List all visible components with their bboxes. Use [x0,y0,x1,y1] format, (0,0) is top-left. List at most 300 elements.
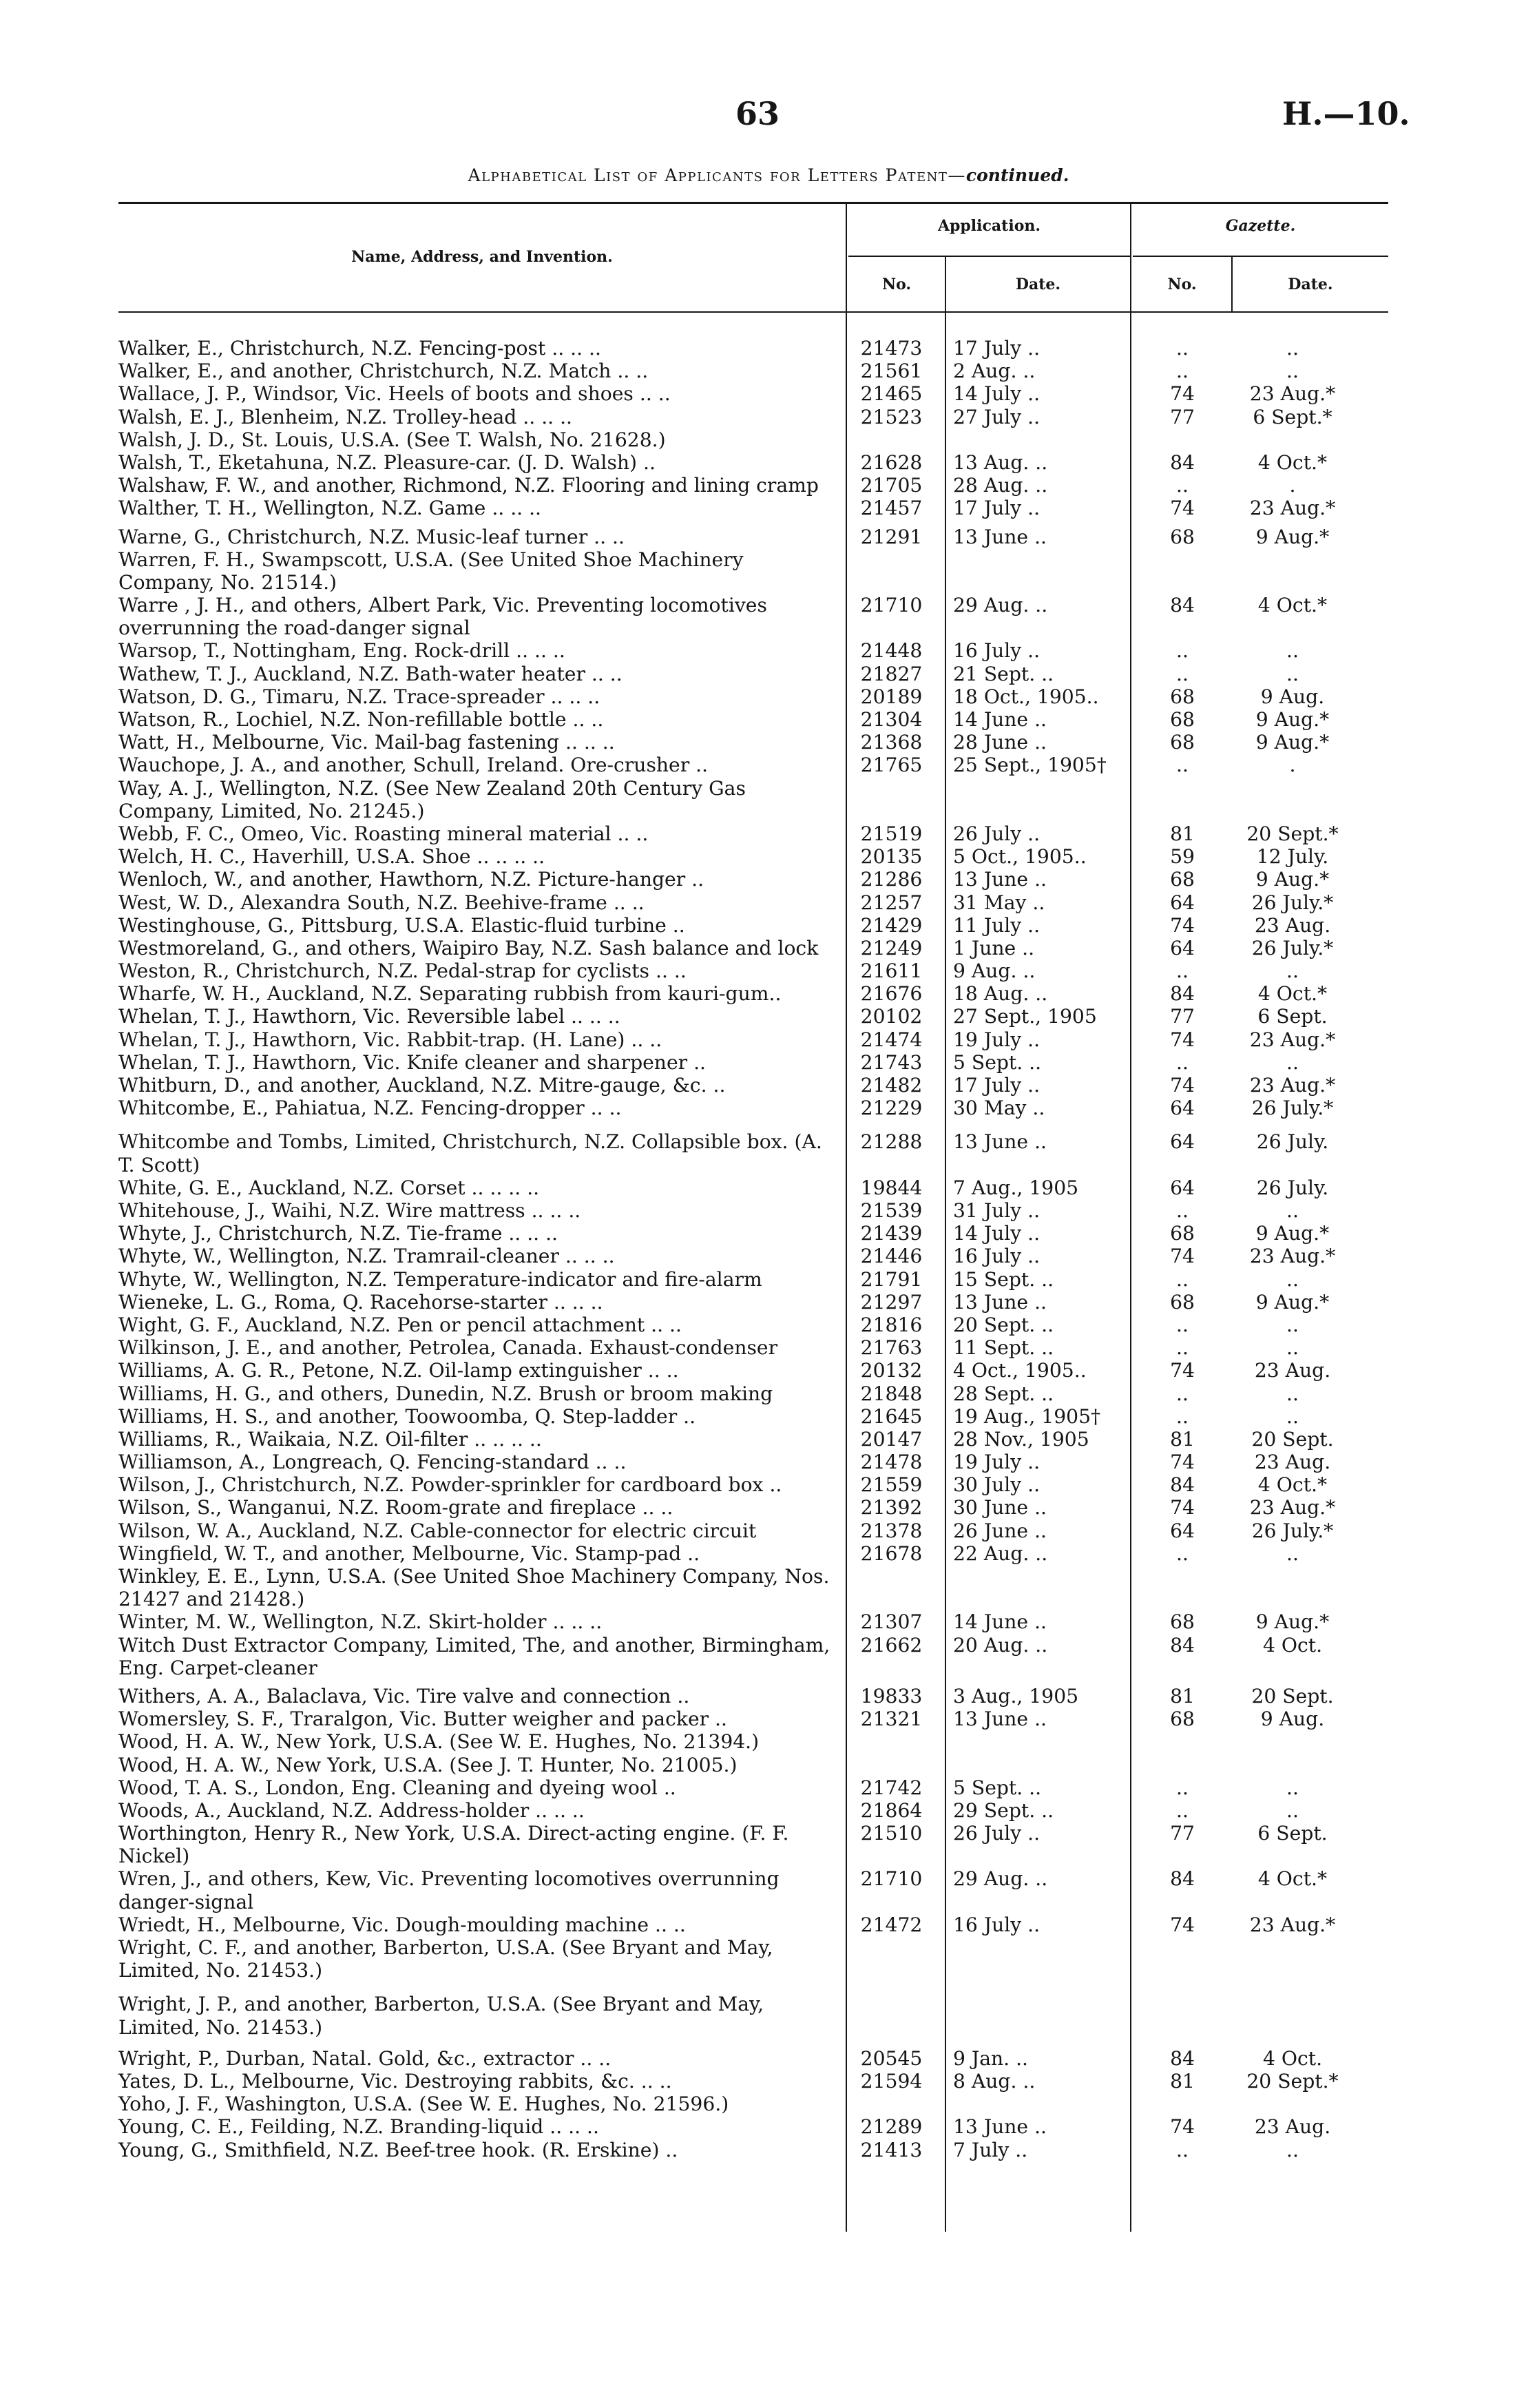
applicant-name: Young, C. E., Feilding, N.Z. Branding-liquid .. .. .. [118,2115,599,2139]
application-number: 21519 [860,822,923,845]
gazette-number: 81 [1170,1684,1195,1708]
application-number: 21286 [860,868,923,891]
header-bottom-rule [118,311,1388,313]
applicant-name: Whelan, T. J., Hawthorn, Vic. Rabbit-trap. (H. Lane) .. .. [118,1028,662,1051]
application-date: 31 May .. [953,891,1045,914]
application-date: 14 June .. [953,708,1047,731]
application-date: 28 Sept. .. [953,1382,1054,1405]
gazette-date: 23 Aug. [1254,2115,1331,2139]
table-row [0,1405,1537,1428]
gazette-number: 84 [1170,1633,1195,1657]
applicant-name: Young, G., Smithfield, N.Z. Beef-tree hook. (R. Erskine) .. [118,2138,678,2161]
table-row [0,1754,1537,1776]
table-row [0,1519,1537,1542]
gazette-date: 12 July. [1256,845,1329,869]
gazette-date: 9 Aug.* [1255,1222,1330,1245]
application-date: 13 June .. [953,1708,1047,1731]
gazette-date: .. [1286,1267,1299,1291]
application-number: 21645 [860,1404,923,1428]
gazette-date: 9 Aug. [1260,685,1325,708]
gazette-number: 68 [1170,1222,1195,1245]
applicant-name: Wilson, J., Christchurch, N.Z. Powder-sprinkler for cardboard box .. [118,1473,782,1497]
applicant-name: Wight, G. F., Auckland, N.Z. Pen or pencil attachment .. .. [118,1313,682,1336]
application-number: 21676 [860,982,923,1006]
gazette-date: 23 Aug.* [1249,382,1336,406]
table-row [0,2047,1537,2070]
gazette-date: 6 Sept. [1257,1822,1328,1845]
applicant-name: Williams, H. S., and another, Toowoomba, Q. Step-ladder .. [118,1404,696,1428]
table-row [0,845,1537,868]
application-date: 17 July .. [953,337,1041,360]
table-row [0,1176,1537,1199]
gazette-date: 9 Aug.* [1255,1610,1330,1634]
applicant-name: Walker, E., Christchurch, N.Z. Fencing-post .. .. .. [118,337,601,360]
application-number: 21763 [860,1336,923,1360]
application-number: 21482 [860,1074,923,1097]
header-top-rule [118,202,1388,204]
application-number: 21510 [860,1822,923,1845]
applicant-name: Walsh, J. D., St. Louis, U.S.A. (See T. Walsh, No. 21628.) [118,428,666,451]
application-date: 11 July .. [953,913,1041,937]
table-row [0,982,1537,1005]
gazette-date: 20 Sept.* [1246,822,1339,845]
application-date: 13 June .. [953,868,1047,891]
application-number: 21678 [860,1542,923,1565]
application-number: 21446 [860,1245,923,1268]
application-number: 21864 [860,1798,923,1822]
gazette-number: 81 [1170,822,1195,845]
application-number: 21472 [860,1913,923,1936]
application-date: 14 June .. [953,1610,1047,1634]
applicant-name: Whyte, W., Wellington, N.Z. Temperature-indicator and fire-alarm [118,1267,762,1291]
gazette-date: 23 Aug.* [1249,1913,1336,1936]
table-row [0,1473,1537,1496]
applicant-name: Witch Dust Extractor Company, Limited, The, and another, Birmingham, Eng. Carpet-cleaner [118,1633,830,1679]
application-date: 31 July .. [953,1199,1041,1222]
table-row [0,1799,1537,1822]
application-date: 14 July .. [953,382,1041,406]
application-number: 20132 [860,1359,923,1382]
gazette-number: .. [1176,1336,1189,1360]
application-date: 26 July .. [953,822,1041,845]
applicant-name: Watson, D. G., Timaru, N.Z. Trace-spreader .. .. .. [118,685,600,708]
gazette-number: .. [1176,2138,1189,2161]
applicant-name: Walsh, T., Eketahuna, N.Z. Pleasure-car. (J. D. Walsh) .. [118,450,656,474]
applicant-name: Watson, R., Lochiel, N.Z. Non-refillable bottle .. .. [118,708,604,731]
applicant-name: Wingfield, W. T., and another, Melbourne, Vic. Stamp-pad .. [118,1542,700,1565]
table-row [0,754,1537,776]
application-number: 21439 [860,1222,923,1245]
gazette-date: 6 Sept.* [1253,405,1332,428]
gazette-number: .. [1176,360,1189,383]
gazette-date: 9 Aug.* [1255,708,1330,731]
applicant-rows [0,337,1537,2161]
application-number: 21765 [860,754,923,777]
gazette-number: 74 [1170,1496,1195,1519]
gazette-date: 26 July.* [1251,891,1334,914]
application-date: 3 Aug., 1905 [953,1684,1079,1708]
application-number: 21478 [860,1451,923,1474]
application-number: 21474 [860,1028,923,1051]
application-number: 21288 [860,1130,923,1154]
gazette-number: 74 [1170,1245,1195,1268]
gazette-number: 74 [1170,1028,1195,1051]
application-number: 21304 [860,708,923,731]
application-date: 1 June .. [953,936,1035,959]
table-row [0,1936,1537,1982]
application-date: 19 July .. [953,1451,1041,1474]
table-row [0,451,1537,474]
applicant-name: Wren, J., and others, Kew, Vic. Preventing locomotives overrunning danger-signal [118,1867,780,1913]
applicant-name: Wieneke, L. G., Roma, Q. Racehorse-starter .. .. .. [118,1290,603,1314]
gazette-date: 4 Oct.* [1257,982,1328,1006]
application-date: 13 June .. [953,1290,1047,1314]
applicant-name: Wenloch, W., and another, Hawthorn, N.Z. Picture-hanger .. [118,868,704,891]
applicant-name: Wilkinson, J. E., and another, Petrolea, Canada. Exhaust-condenser [118,1336,778,1360]
header-application: Application. [937,217,1041,235]
title-continued: continued. [965,165,1069,185]
application-number: 21594 [860,2070,923,2093]
application-number: 21229 [860,1097,923,1120]
table-row [0,382,1537,405]
application-number: 21413 [860,2138,923,2161]
applicant-name: Warren, F. H., Swampscott, U.S.A. (See United Shoe Machinery Company, No. 21514.) [118,548,744,594]
table-row [0,1708,1537,1730]
application-number: 21816 [860,1313,923,1336]
gazette-number: 68 [1170,708,1195,731]
application-date: 19 Aug., 1905† [953,1404,1101,1428]
applicant-name: Webb, F. C., Omeo, Vic. Roasting mineral material .. .. [118,822,649,845]
application-date: 2 Aug. .. [953,360,1036,383]
application-number: 21257 [860,891,923,914]
gazette-under-rule [1133,256,1388,257]
applicant-name: Wilson, S., Wanganui, N.Z. Room-grate and fireplace .. .. [118,1496,673,1519]
application-number: 21457 [860,497,923,520]
gazette-number: 68 [1170,1708,1195,1731]
application-number: 21465 [860,382,923,406]
application-number: 21743 [860,1050,923,1074]
gazette-number: .. [1176,1382,1189,1405]
application-date: 27 July .. [953,405,1041,428]
gazette-number: .. [1176,1542,1189,1565]
header-gazette-date: Date. [1288,276,1333,293]
gazette-date: .. [1286,959,1299,983]
gazette-date: 4 Oct.* [1257,1473,1328,1497]
table-row [0,2093,1537,2115]
gazette-date: .. [1286,1798,1299,1822]
application-date: 26 June .. [953,1519,1047,1542]
gazette-date: 26 July. [1256,1130,1329,1154]
application-number: 21307 [860,1610,923,1634]
table-row [0,1130,1537,1176]
gazette-date: .. [1286,1404,1299,1428]
gazette-number: .. [1176,1776,1189,1799]
table-row [0,337,1537,360]
applicant-name: Winkley, E. E., Lynn, U.S.A. (See United Shoe Machinery Company, Nos. 21427 and 21428.) [118,1565,830,1611]
gazette-date: . [1289,474,1296,497]
application-number: 21429 [860,913,923,937]
gazette-date: 23 Aug.* [1249,497,1336,520]
applicant-name: Way, A. J., Wellington, N.Z. (See New Zealand 20th Century Gas Company, Limited, No. 21245.) [118,776,746,822]
application-date: 13 June .. [953,2115,1047,2139]
applicant-name: Wharfe, W. H., Auckland, N.Z. Separating rubbish from kauri-gum.. [118,982,782,1006]
table-row [0,1336,1537,1359]
application-date: 17 July .. [953,1074,1041,1097]
applicant-name: White, G. E., Auckland, N.Z. Corset .. .. .. .. [118,1176,540,1199]
application-date: 7 July .. [953,2138,1028,2161]
application-date: 25 Sept., 1905† [953,754,1107,777]
table-row [0,1730,1537,1753]
applicant-name: Walshaw, F. W., and another, Richmond, N.Z. Flooring and lining cramp [118,474,819,497]
gazette-number: .. [1176,662,1189,685]
gazette-number: 64 [1170,936,1195,959]
table-row [0,1005,1537,1028]
table-row [0,1314,1537,1336]
applicant-name: Woods, A., Auckland, N.Z. Address-holder .. .. .. [118,1798,585,1822]
application-date: 16 July .. [953,1245,1041,1268]
gazette-number: 68 [1170,868,1195,891]
application-date: 28 June .. [953,731,1047,754]
title-main: Alphabetical List of Applicants for Letters Patent— [468,165,966,185]
application-date: 29 Aug. .. [953,1867,1048,1891]
application-date: 13 Aug. .. [953,450,1048,474]
gazette-number: .. [1176,1404,1189,1428]
gazette-number: 64 [1170,1097,1195,1120]
gazette-number: .. [1176,1798,1189,1822]
table-row [0,2115,1537,2138]
applicant-name: Williamson, A., Longreach, Q. Fencing-standard .. .. [118,1451,627,1474]
gazette-number: .. [1176,754,1189,777]
table-row [0,1382,1537,1405]
application-number: 21742 [860,1776,923,1799]
applicant-name: West, W. D., Alexandra South, N.Z. Beehive-frame .. .. [118,891,645,914]
gazette-date: 20 Sept.* [1246,2070,1339,2093]
application-date: 21 Sept. .. [953,662,1054,685]
application-date: 29 Sept. .. [953,1798,1054,1822]
gazette-number: 64 [1170,1176,1195,1199]
application-number: 21321 [860,1708,923,1731]
applicant-name: Withers, A. A., Balaclava, Vic. Tire valve and connection .. [118,1684,690,1708]
applicant-name: Walsh, E. J., Blenheim, N.Z. Trolley-head .. .. .. [118,405,572,428]
applicant-name: Wilson, W. A., Auckland, N.Z. Cable-connector for electric circuit [118,1519,757,1542]
applicant-name: Wood, H. A. W., New York, U.S.A. (See W. E. Hughes, No. 21394.) [118,1730,760,1754]
gazette-number: 74 [1170,1359,1195,1382]
applicant-name: Welch, H. C., Haverhill, U.S.A. Shoe .. .. .. .. [118,845,545,869]
applicant-name: Weston, R., Christchurch, N.Z. Pedal-strap for cyclists .. .. [118,959,687,983]
gazette-number: 84 [1170,982,1195,1006]
table-row [0,1028,1537,1051]
gazette-number: 68 [1170,731,1195,754]
application-number: 20135 [860,845,923,869]
gazette-date: .. [1286,1336,1299,1360]
gazette-date: .. [1286,1542,1299,1565]
gazette-number: .. [1176,1313,1189,1336]
applicant-name: Walker, E., and another, Christchurch, N.Z. Match .. .. [118,360,649,383]
application-number: 19844 [860,1176,923,1199]
application-number: 21791 [860,1267,923,1291]
series-code: H.—10. [1282,95,1410,132]
gazette-date: 9 Aug.* [1255,1290,1330,1314]
table-row [0,1451,1537,1473]
table-row [0,1913,1537,1936]
applicant-name: Whitehouse, J., Waihi, N.Z. Wire mattress .. .. .. [118,1199,581,1222]
gazette-date: 26 July. [1256,1176,1329,1199]
table-row [0,639,1537,662]
gazette-number: .. [1176,337,1189,360]
gazette-date: .. [1286,2138,1299,2161]
gazette-date: 20 Sept. [1251,1684,1334,1708]
gazette-date: 9 Aug.* [1255,731,1330,754]
application-date: 8 Aug. .. [953,2070,1036,2093]
applicant-name: Wriedt, H., Melbourne, Vic. Dough-moulding machine .. .. [118,1913,686,1936]
application-number: 21378 [860,1519,923,1542]
gazette-date: 9 Aug. [1260,1708,1325,1731]
application-number: 21559 [860,1473,923,1497]
table-row [0,1634,1537,1679]
table-row [0,548,1537,594]
gazette-date: .. [1286,662,1299,685]
application-number: 21291 [860,525,923,548]
applicant-name: Wright, J. P., and another, Barberton, U.S.A. (See Bryant and May, Limited, No. 21453.) [118,1993,764,2039]
application-date: 5 Sept. .. [953,1776,1042,1799]
gazette-date: 4 Oct.* [1257,450,1328,474]
applicant-name: Williams, R., Waikaia, N.Z. Oil-filter .. .. .. .. [118,1427,542,1451]
applicant-name: Yates, D. L., Melbourne, Vic. Destroying rabbits, &c. .. .. [118,2070,672,2093]
table-row [0,1199,1537,1222]
table-row [0,891,1537,914]
gazette-number: 74 [1170,382,1195,406]
application-date: 30 May .. [953,1097,1045,1120]
application-number: 20189 [860,685,923,708]
applicant-name: Wood, T. A. S., London, Eng. Cleaning and dyeing wool .. [118,1776,676,1799]
gazette-number: 68 [1170,685,1195,708]
gazette-date: 4 Oct.* [1257,1867,1328,1891]
application-date: 9 Aug. .. [953,959,1036,983]
gazette-date: .. [1286,1776,1299,1799]
gazette-date: 23 Aug.* [1249,1496,1336,1519]
applicant-name: Winter, M. W., Wellington, N.Z. Skirt-holder .. .. .. [118,1610,603,1634]
application-number: 21289 [860,2115,923,2139]
applicant-name: Wright, C. F., and another, Barberton, U.S.A. (See Bryant and May, Limited, No. 21453.) [118,1936,773,1982]
applicant-name: Wallace, J. P., Windsor, Vic. Heels of boots and shoes .. .. [118,382,671,406]
applicant-name: Warsop, T., Nottingham, Eng. Rock-drill .. .. .. [118,639,565,663]
gazette-number: 84 [1170,1473,1195,1497]
table-row [0,428,1537,451]
applicant-name: Wood, H. A. W., New York, U.S.A. (See J. T. Hunter, No. 21005.) [118,1753,738,1776]
gazette-number: 74 [1170,497,1195,520]
gazette-date: .. [1286,337,1299,360]
table-row [0,1097,1537,1119]
applicant-name: Wathew, T. J., Auckland, N.Z. Bath-water heater .. .. [118,662,623,685]
application-date: 9 Jan. .. [953,2046,1028,2070]
gazette-date: 4 Oct. [1262,1633,1323,1657]
gazette-date: 23 Aug.* [1249,1074,1336,1097]
gazette-number: 81 [1170,1427,1195,1451]
application-number: 20102 [860,1005,923,1028]
application-number: 21710 [860,1867,923,1891]
applicant-name: Williams, A. G. R., Petone, N.Z. Oil-lamp extinguisher .. .. [118,1359,679,1382]
table-row [0,360,1537,382]
gazette-date: 23 Aug. [1254,1451,1331,1474]
application-date: 15 Sept. .. [953,1267,1054,1291]
applicant-name: Whyte, W., Wellington, N.Z. Tramrail-cleaner .. .. .. [118,1245,615,1268]
application-number: 21249 [860,936,923,959]
application-date: 13 June .. [953,1130,1047,1154]
application-date: 17 July .. [953,497,1041,520]
table-row [0,474,1537,497]
gazette-number: .. [1176,1050,1189,1074]
applicant-name: Worthington, Henry R., New York, U.S.A. Direct-acting engine. (F. F. Nickel) [118,1822,789,1868]
gazette-date: 23 Aug. [1254,913,1331,937]
gazette-number: .. [1176,959,1189,983]
application-date: 13 June .. [953,525,1047,548]
application-number: 21628 [860,450,923,474]
application-number: 21539 [860,1199,923,1222]
gazette-date: .. [1286,1050,1299,1074]
application-date: 27 Sept., 1905 [953,1005,1097,1028]
table-row [0,822,1537,845]
gazette-date: 20 Sept. [1251,1427,1334,1451]
applicant-name: Westinghouse, G., Pittsburg, U.S.A. Elastic-fluid turbine .. [118,913,685,937]
application-date: 20 Sept. .. [953,1313,1054,1336]
applicant-name: Wauchope, J. A., and another, Schull, Ireland. Ore-crusher .. [118,754,709,777]
table-row [0,1565,1537,1610]
table-row [0,1268,1537,1291]
application-number: 21448 [860,639,923,663]
gazette-number: 64 [1170,891,1195,914]
gazette-date: 9 Aug.* [1255,525,1330,548]
application-number: 21710 [860,594,923,617]
gazette-number: 74 [1170,1451,1195,1474]
application-date: 22 Aug. .. [953,1542,1048,1565]
gazette-date: .. [1286,1313,1299,1336]
applicant-name: Whitburn, D., and another, Auckland, N.Z. Mitre-gauge, &c. .. [118,1074,726,1097]
table-row [0,777,1537,822]
gazette-date: 9 Aug.* [1255,868,1330,891]
application-number: 21392 [860,1496,923,1519]
application-date: 7 Aug., 1905 [953,1176,1079,1199]
application-date: 5 Oct., 1905.. [953,845,1087,869]
application-number: 21848 [860,1382,923,1405]
applicant-name: Westmoreland, G., and others, Waipiro Bay, N.Z. Sash balance and lock [118,936,819,959]
application-number: 21473 [860,337,923,360]
application-number: 21611 [860,959,923,983]
application-date: 26 July .. [953,1822,1041,1845]
gazette-number: 84 [1170,2046,1195,2070]
table-row [0,1776,1537,1799]
applicant-name: Whelan, T. J., Hawthorn, Vic. Knife cleaner and sharpener .. [118,1050,706,1074]
gazette-date: .. [1286,1382,1299,1405]
application-date: 20 Aug. .. [953,1633,1048,1657]
gazette-date: 6 Sept. [1257,1005,1328,1028]
page-number: 63 [735,95,780,132]
table-row [0,1542,1537,1565]
application-number: 19833 [860,1684,923,1708]
gazette-number: 81 [1170,2070,1195,2093]
table-row [0,1993,1537,2038]
table-row [0,1359,1537,1382]
table-row [0,685,1537,708]
table-row [0,708,1537,731]
application-date: 30 July .. [953,1473,1041,1497]
gazette-number: 74 [1170,2115,1195,2139]
application-date: 16 July .. [953,639,1041,663]
gazette-number: 74 [1170,913,1195,937]
table-row [0,1245,1537,1267]
application-date: 18 Oct., 1905.. [953,685,1099,708]
gazette-date: 23 Aug.* [1249,1028,1336,1051]
application-date: 30 June .. [953,1496,1047,1519]
